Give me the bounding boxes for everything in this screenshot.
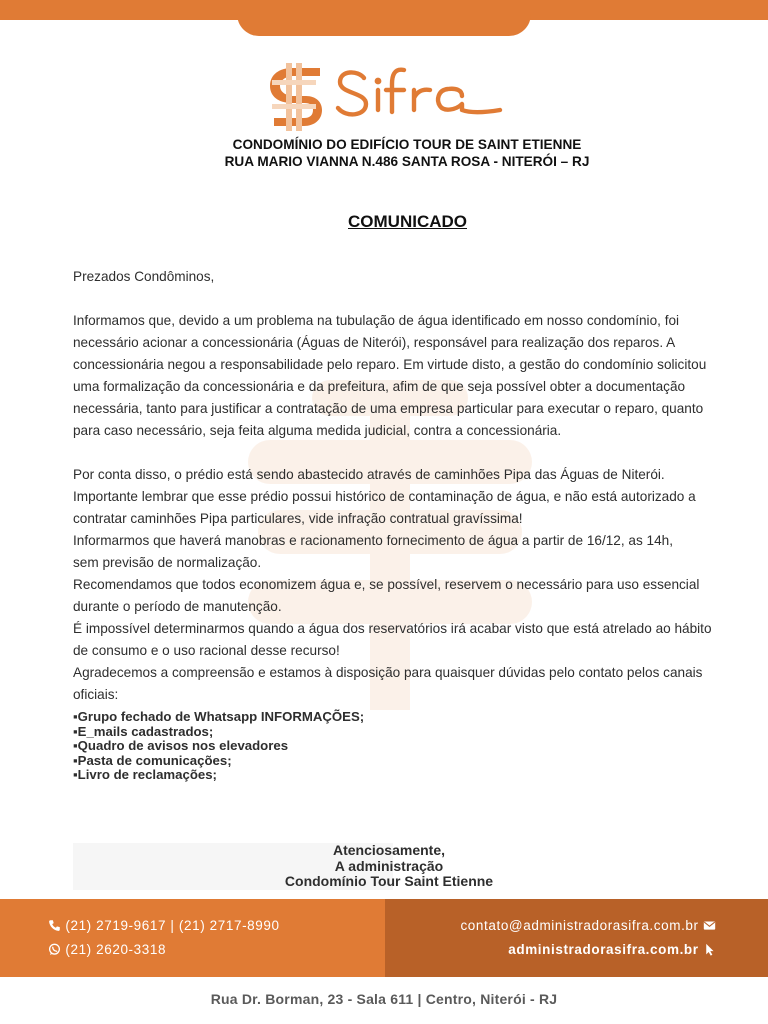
text-line: É impossível determinarmos quando a água dos reservatórios irá acabar visto que está atrelado ao hábito bbox=[73, 621, 712, 636]
text-line: para caso necessário, seja feita alguma medida judicial, contra a concessionária. bbox=[73, 423, 562, 438]
official-channels-list bbox=[73, 710, 364, 783]
paragraph-supply bbox=[73, 464, 723, 706]
list-item: ▪Grupo fechado de Whatsapp INFORMAÇÕES; bbox=[73, 709, 365, 724]
footer-online-panel bbox=[385, 899, 768, 977]
text-line: de consumo e o uso racional desse recurso! bbox=[73, 643, 340, 658]
sifra-logo bbox=[266, 60, 506, 132]
phone-numbers: (21) 2719-9617 | (21) 2717-8990 bbox=[65, 918, 280, 933]
footer-website[interactable] bbox=[508, 942, 716, 957]
list-item: ▪E_mails cadastrados; bbox=[73, 723, 214, 739]
text-line: sem previsão de normalização. bbox=[73, 555, 262, 570]
signature-entity: Condomínio Tour Saint Etienne bbox=[284, 873, 494, 890]
condominium-address: RUA MARIO VIANNA N.486 SANTA ROSA - NITERÓI – RJ bbox=[224, 154, 590, 169]
top-accent-tab bbox=[237, 0, 531, 36]
text-line: oficiais: bbox=[73, 687, 119, 702]
phone-icon bbox=[48, 919, 61, 932]
list-item: ▪Livro de reclamações; bbox=[73, 767, 217, 783]
text-line: necessária, tanto para justificar a contratação de uma empresa particular para executar o reparo, quanto bbox=[73, 401, 704, 416]
text-line: Agradecemos a compreensão e estamos à disposição para quaisquer dúvidas pelo contato pelos canais bbox=[73, 665, 703, 680]
website-url: administradorasifra.com.br bbox=[508, 942, 699, 957]
logo-mark-icon bbox=[270, 63, 322, 131]
signature-role: A administração bbox=[334, 857, 444, 874]
logo-wordmark bbox=[338, 70, 500, 115]
footer-contact-panel bbox=[0, 899, 385, 977]
text-line: contratar caminhões Pipa particulares, vide infração contratual gravíssima! bbox=[73, 511, 523, 526]
text-line: uma formalização da concessionária e da prefeitura, afim de que seja possível obter a documentação bbox=[73, 379, 686, 394]
footer-phone-primary[interactable] bbox=[48, 918, 280, 933]
signature-closing: Atenciosamente, bbox=[332, 842, 446, 858]
text-line: concessionária negou a responsabilidade pelo reparo. Em virtude disto, a gestão do condomínio solicitou bbox=[73, 357, 707, 372]
text-line: Por conta disso, o prédio está sendo abastecido através de caminhões Pipa das Águas de Niterói. bbox=[73, 467, 665, 482]
signature-block bbox=[236, 843, 542, 890]
text-line: Informamos que, devido a um problema na tubulação de água identificado em nosso condomínio, foi bbox=[73, 313, 680, 328]
footer-address: Rua Dr. Borman, 23 - Sala 611 | Centro, Niterói - RJ bbox=[210, 991, 558, 1007]
text-line: Importante lembrar que esse prédio possui histórico de contaminação de água, e não está autorizado a bbox=[73, 489, 696, 504]
greeting: Prezados Condôminos, bbox=[73, 269, 215, 284]
whatsapp-icon bbox=[48, 943, 61, 956]
text-line: durante o período de manutenção. bbox=[73, 599, 282, 614]
condominium-header bbox=[60, 136, 754, 170]
paragraph-problem bbox=[73, 310, 723, 442]
document-title: COMUNICADO bbox=[348, 212, 467, 231]
list-item: ▪Quadro de avisos nos elevadores bbox=[73, 738, 289, 754]
condominium-name: CONDOMÍNIO DO EDIFÍCIO TOUR DE SAINT ETIENNE bbox=[232, 137, 582, 152]
list-item: ▪Pasta de comunicações; bbox=[73, 752, 232, 768]
footer-email[interactable] bbox=[460, 918, 716, 933]
mail-icon bbox=[703, 919, 716, 932]
text-line: Informarmos que haverá manobras e racionamento fornecimento de água a partir de 16/12, as 14h, bbox=[73, 533, 673, 548]
text-line: necessário acionar a concessionária (Águas de Niterói), responsável para realização dos reparos. A bbox=[73, 335, 676, 350]
whatsapp-number: (21) 2620-3318 bbox=[65, 942, 167, 957]
text-line: Recomendamos que todos economizem água e, se possível, reservem o necessário para uso essencial bbox=[73, 577, 700, 592]
footer-phone-whatsapp[interactable] bbox=[48, 942, 166, 957]
email-address: contato@administradorasifra.com.br bbox=[460, 918, 699, 933]
cursor-icon bbox=[703, 943, 716, 956]
